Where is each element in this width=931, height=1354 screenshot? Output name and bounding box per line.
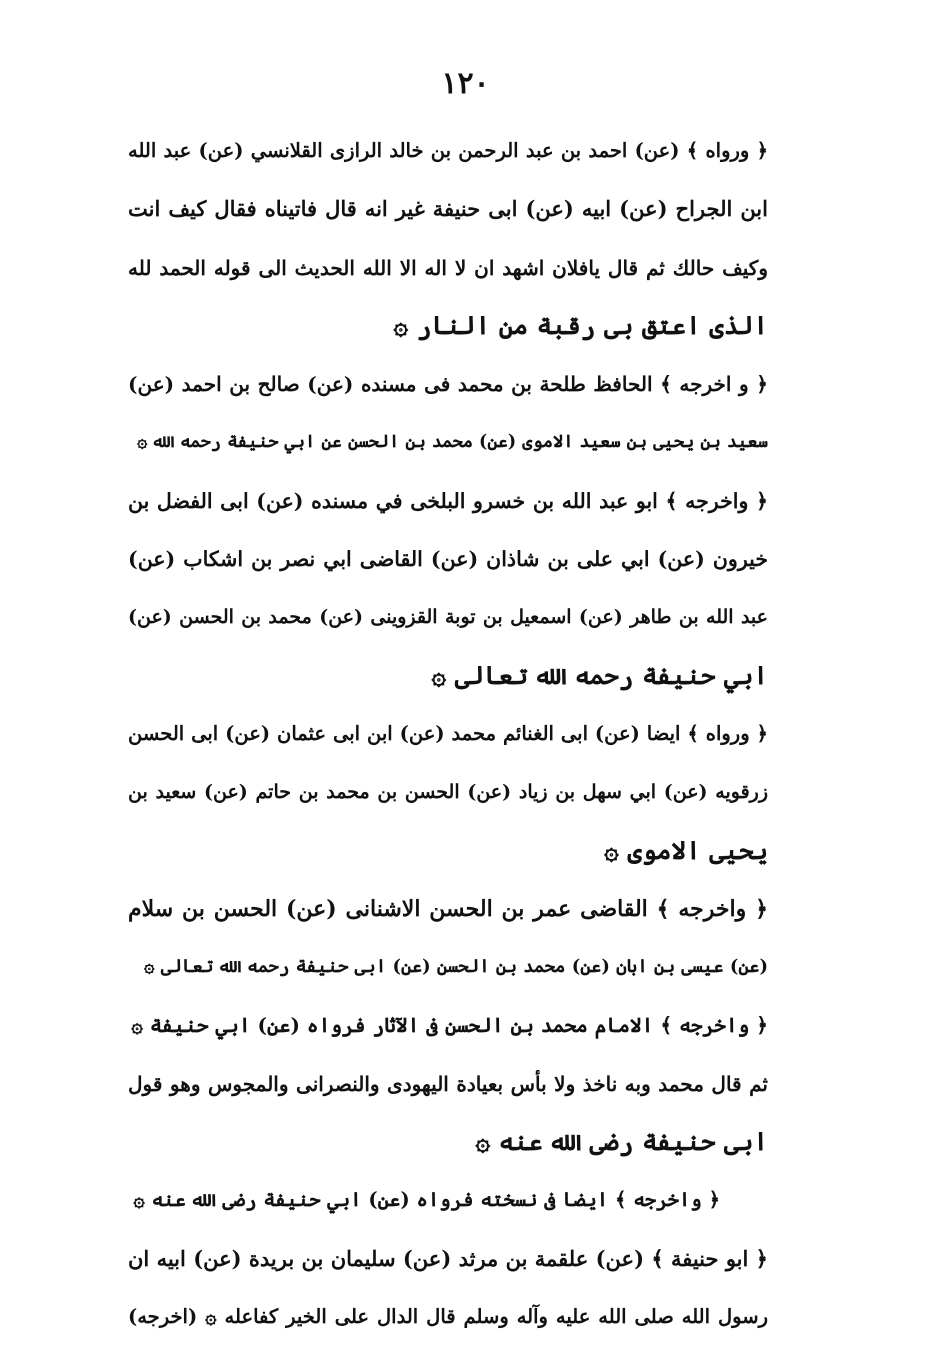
text-line: ابن الجراح (عن) ابيه (عن) ابى حنيفة غير انه قال فاتيناه فقال كيف انت xyxy=(128,196,768,222)
text-line: الذى اعتق بى رقبة من النار ۞ xyxy=(393,310,768,340)
text-line: ابي حنيفة رحمه الله تعالى ۞ xyxy=(431,660,768,690)
text-line: ﴿ واخرجه ﴾ الامام محمد بن الحسن فى الآثار فرواه (عن) ابي حنيفة ۞ xyxy=(131,1013,768,1038)
text-line: (عن) عيسى بن ابان (عن) محمد بن الحسن (عن) ابى حنيفة رحمه الله تعالى ۞ xyxy=(144,956,768,978)
text-line: عبد الله بن طاهر (عن) اسمعيل بن توبة القزوينى (عن) محمد بن الحسن (عن) xyxy=(128,606,768,629)
text-line: ﴿ و اخرجه ﴾ الحافظ طلحة بن محمد فى مسنده (عن) صالح بن احمد (عن) xyxy=(128,372,768,397)
text-line: سعيد بن يحيى بن سعيد الاموى (عن) محمد بن الحسن عن ابي حنيفة رحمه الله ۞ xyxy=(137,432,768,453)
text-line: يحيى الاموى ۞ xyxy=(604,835,768,865)
text-line: ﴿ ورواه ﴾ ايضا (عن) ابى الغنائم محمد (عن) ابن ابى عثمان (عن) ابى الحسن xyxy=(128,721,768,745)
text-line: ﴿ ورواه ﴾ (عن) احمد بن عبد الرحمن بن خالد الرازى القلانسي (عن) عبد الله xyxy=(128,139,768,162)
text-line: ثم قال محمد وبه ناخذ ولا بأس بعيادة اليهودى والنصرانى والمجوس وهو قول xyxy=(128,1071,768,1096)
page-number: ١٢٠ xyxy=(441,66,490,101)
text-line: ﴿ واخرجه ﴾ ابو عبد الله بن خسرو البلخى في مسنده (عن) ابى الفضل بن xyxy=(128,488,768,513)
text-line: وكيف حالك ثم قال يافلان اشهد ان لا اله الا الله الحديث الى قوله الحمد لله xyxy=(128,255,768,280)
text-line: ﴿ واخرجه ﴾ ايضا فى نسخته فرواه (عن) ابي حنيفة رضى الله عنه ۞ xyxy=(133,1188,720,1212)
text-line: زرقويه (عن) ابي سهل بن زياد (عن) الحسن بن محمد بن حاتم (عن) سعيد بن xyxy=(128,781,768,804)
text-line: رسول الله صلى الله عليه وآله وسلم قال الدال على الخير كفاعله ۞ (اخرجه) xyxy=(128,1304,768,1328)
text-line: خيرون (عن) ابي على بن شاذان (عن) القاضى ابي نصر بن اشكاب (عن) xyxy=(128,547,768,572)
text-line: ابى حنيفة رضى الله عنه ۞ xyxy=(475,1127,768,1157)
text-body xyxy=(128,122,768,1346)
text-line: ﴿ واخرجه ﴾ القاضى عمر بن الحسن الاشنانى (عن) الحسن بن سلام xyxy=(128,895,768,922)
text-line: ﴿ ابو حنيفة ﴾ (عن) علقمة بن مرثد (عن) سليمان بن بريدة (عن) ابيه ان xyxy=(128,1245,768,1271)
